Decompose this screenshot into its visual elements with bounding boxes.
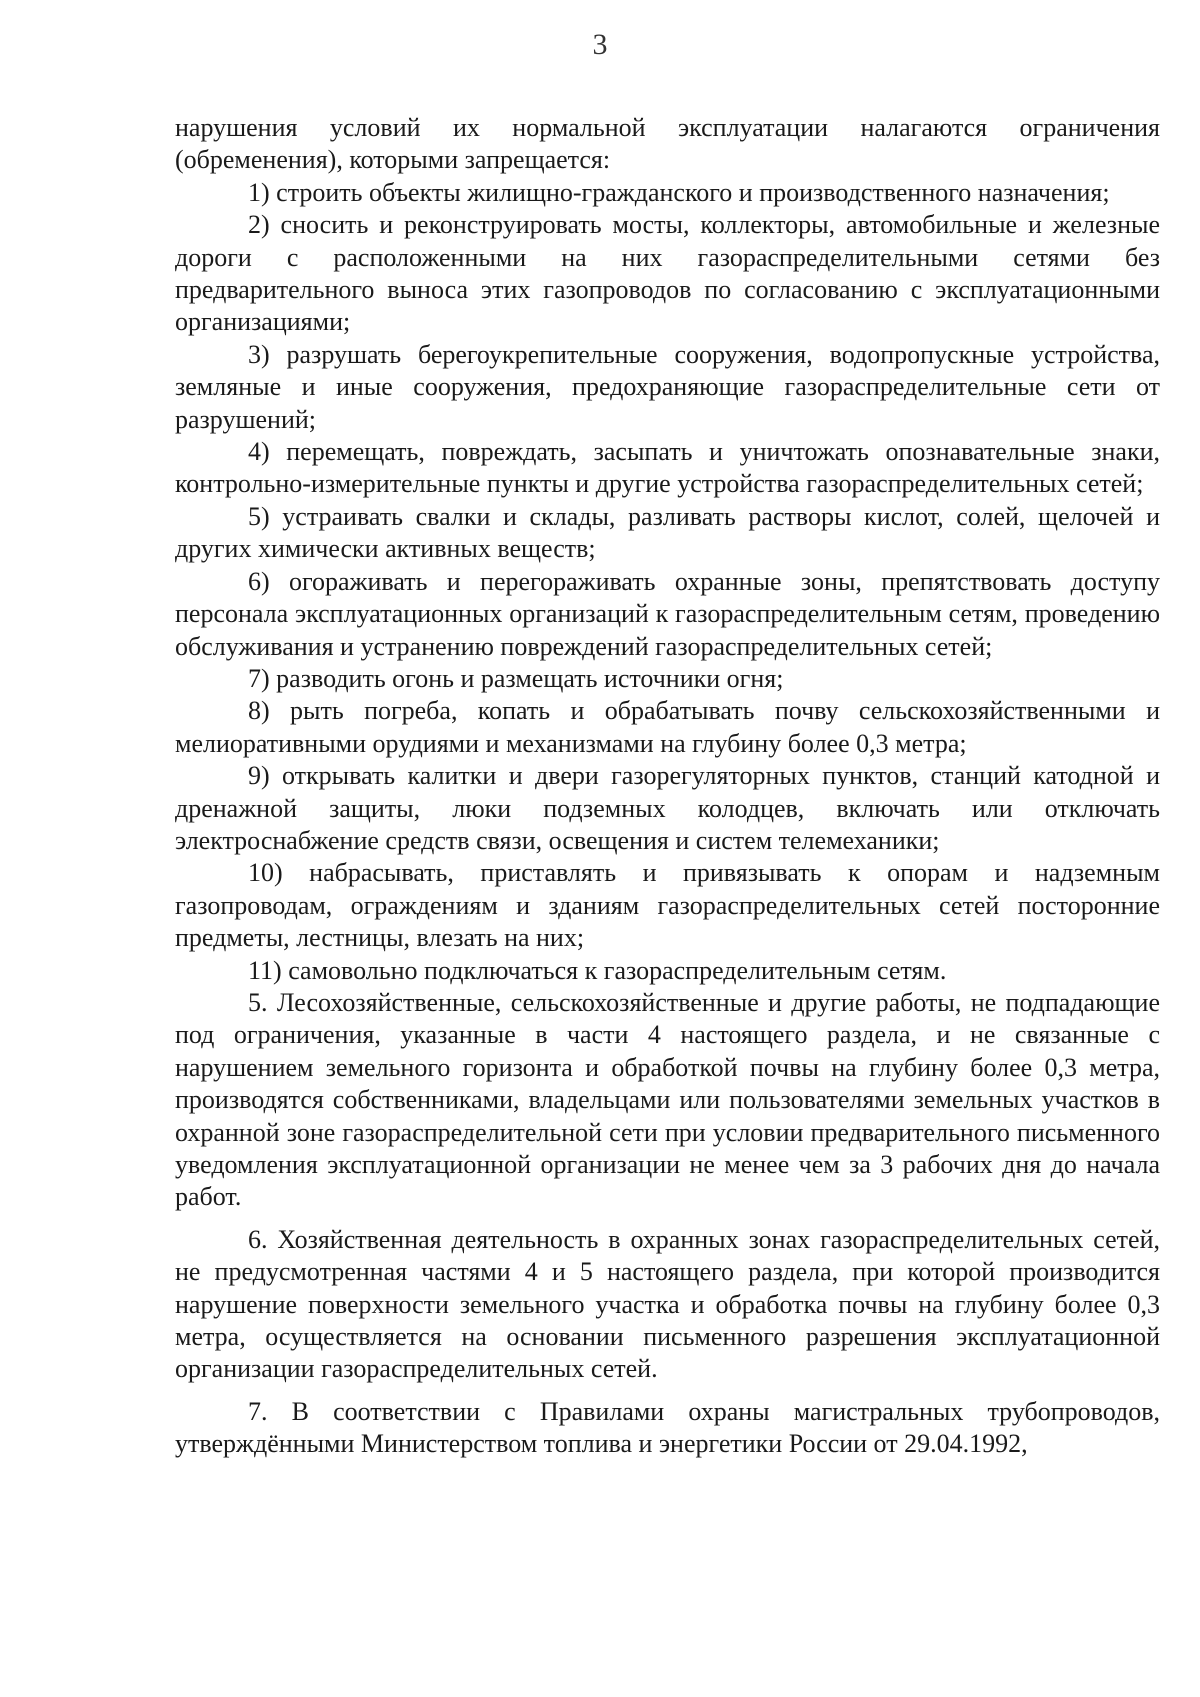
paragraph-continuation: нарушения условий их нормальной эксплуатации налагаются ограничения (обременения), которыми запрещается:: [175, 113, 1160, 175]
page-number: 3: [592, 28, 608, 61]
section-point-5: 5. Лесохозяйственные, сельскохозяйственные и другие работы, не подпадающие под ограничения, указанные в части 4 настоящего раздела, и не связанные с нарушением земельного горизонта и обработкой почвы на глубину более 0,3 метра, производятся собственниками, владельцами или пользователями земельных участков в охранной зоне газораспределительной сети при условии предварительного письменного уведомления эксплуатационной организации не менее чем за 3 рабочих дня до начала работ.: [175, 987, 1160, 1212]
document-body: [175, 112, 1160, 1461]
list-item-2: 2) сносить и реконструировать мосты, коллекторы, автомобильные и железные дороги с расположенными на них газораспределительными сетями без предварительного выноса этих газопроводов по согласованию с эксплуатационными организациями;: [175, 210, 1160, 337]
list-item-8: 8) рыть погреба, копать и обрабатывать почву сельскохозяйственными и мелиоративными орудиями и механизмами на глубину более 0,3 метра;: [175, 696, 1160, 758]
section-point-6: 6. Хозяйственная деятельность в охранных зонах газораспределительных сетей, не предусмотренная частями 4 и 5 настоящего раздела, при которой производится нарушение поверхности земельного участка и обработка почвы на глубину более 0,3 метра, осуществляется на основании письменного разрешения эксплуатационной организации газораспределительных сетей.: [175, 1224, 1160, 1384]
list-item-3: 3) разрушать берегоукрепительные сооружения, водопропускные устройства, земляные и иные сооружения, предохраняющие газораспределительные сети от разрушений;: [175, 339, 1160, 434]
list-item-11: 11) самовольно подключаться к газораспределительным сетям.: [248, 955, 947, 985]
list-item-1: 1) строить объекты жилищно-гражданского и производственного назначения;: [248, 177, 1110, 207]
list-item-4: 4) перемещать, повреждать, засыпать и уничтожать опознавательные знаки, контрольно-измерительные пункты и другие устройства газораспределительных сетей;: [175, 437, 1160, 499]
section-point-7: 7. В соответствии с Правилами охраны магистральных трубопроводов, утверждёнными Министерством топлива и энергетики России от 29.04.1992,: [175, 1396, 1160, 1459]
list-item-9: 9) открывать калитки и двери газорегуляторных пунктов, станций катодной и дренажной защиты, люки подземных колодцев, включать или отключать электроснабжение средств связи, освещения и систем телемеханики;: [175, 761, 1160, 855]
list-item-7: 7) разводить огонь и размещать источники огня;: [248, 663, 784, 693]
list-item-10: 10) набрасывать, приставлять и привязывать к опорам и надземным газопроводам, ограждениям и зданиям газораспределительных сетей посторонние предметы, лестницы, влезать на них;: [175, 858, 1160, 953]
list-item-5: 5) устраивать свалки и склады, разливать растворы кислот, солей, щелочей и других химически активных веществ;: [175, 501, 1160, 564]
list-item-6: 6) огораживать и перегораживать охранные зоны, препятствовать доступу персонала эксплуатационных организаций к газораспределительным сетям, проведению обслуживания и устранению повреждений газораспределительных сетей;: [175, 566, 1160, 661]
